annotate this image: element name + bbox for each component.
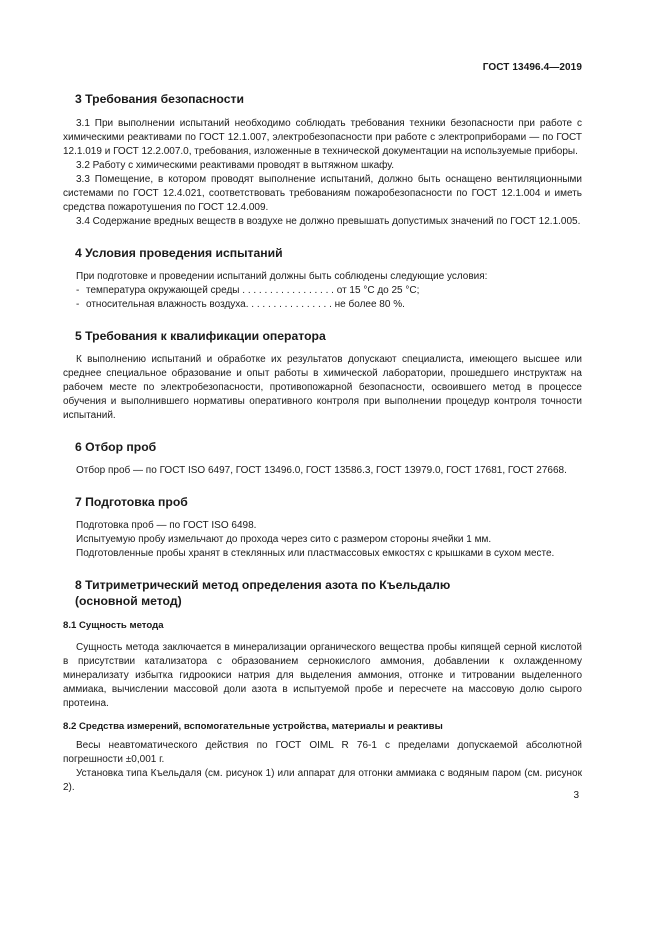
paragraph-7-1: Подготовка проб — по ГОСТ ISO 6498.	[76, 520, 257, 531]
section-8-title-cont: (основной метод)	[75, 594, 182, 608]
section-4-title: 4 Условия проведения испытаний	[75, 246, 283, 260]
paragraph-8-2-a: Весы неавтоматического действия по ГОСТ OIML R 76-1 с пределами допускаемой абсолютной погрешности ±0,001 г.	[63, 740, 582, 765]
paragraph-6-1: Отбор проб — по ГОСТ ISO 6497, ГОСТ 13496.0, ГОСТ 13586.3, ГОСТ 13979.0, ГОСТ 17681, ГОСТ 27668.	[76, 465, 567, 476]
section-7-title: 7 Подготовка проб	[75, 495, 188, 509]
document-header: ГОСТ 13496.4—2019	[482, 62, 582, 73]
section-8-title: 8 Титриметрический метод определения азота по Къельдалю	[75, 578, 451, 592]
document-body	[63, 84, 582, 795]
subsection-8-1-title: 8.1 Сущность метода	[63, 620, 164, 631]
paragraph-3-2: 3.2 Работу с химическими реактивами проводят в вытяжном шкафу.	[76, 160, 395, 171]
subsection-8-2-title: 8.2 Средства измерений, вспомогательные устройства, материалы и реактивы	[63, 721, 443, 732]
list-item: - температура окружающей среды . . . . . . . . . . . . . . . . . от 15 °С до 25 °С;	[76, 285, 420, 296]
paragraph-7-2: Испытуемую пробу измельчают до прохода через сито с размером стороны ячейки 1 мм.	[76, 534, 492, 545]
section-6-title: 6 Отбор проб	[75, 440, 157, 454]
list-item: - относительная влажность воздуха. . . . . . . . . . . . . . . . не более 80 %.	[76, 299, 405, 310]
paragraph-3-1: 3.1 При выполнении испытаний необходимо соблюдать требования техники безопасности при работе с химическими реактивами по ГОСТ 12.1.007, электробезопасности при работе с электроприборами — по ГОСТ 12.1.019 и ГОСТ 12.2.007.0, требования, изложенные в технической документации на используемые приборы.	[63, 118, 582, 157]
paragraph-4-intro: При подготовке и проведении испытаний должны быть соблюдены следующие условия:	[76, 271, 488, 282]
paragraph-8-1: Сущность метода заключается в минерализации органического вещества пробы кипящей серной кислотой в присутствии катализатора с образованием сернокислого аммония, добавлении к охлажденному минерализату избытка гидроокиси натрия для выделения аммония, отгонке и титровании выделенного аммиака, вычислении массовой доли азота в испытуемой пробе и пересчете на массовую долю сырого протеина.	[63, 642, 582, 709]
paragraph-5-1: К выполнению испытаний и обработке их результатов допускают специалиста, имеющего высшее или среднее специальное образование и опыт работы в химической лаборатории, прошедшего инструктаж на рабочем месте по электробезопасности, противопожарной безопасности, освоившего метод в процессе обучения и выполнившего нормативы оперативного контроля при выполнении процедур контроля точности испытаний.	[63, 354, 582, 421]
list-item-text: относительная влажность воздуха. . . . . . . . . . . . . . . . не более 80 %.	[86, 299, 405, 310]
page-number: 3	[573, 790, 579, 801]
paragraph-7-3: Подготовленные пробы хранят в стеклянных или пластмассовых емкостях с крышками в сухом месте.	[76, 548, 555, 559]
paragraph-8-2-b: Установка типа Къельдаля (см. рисунок 1) или аппарат для отгонки аммиака с водяным паром (см. рисунок 2).	[63, 768, 582, 793]
paragraph-3-4: 3.4 Содержание вредных веществ в воздухе не должно превышать допустимых значений по ГОСТ 12.1.005.	[76, 216, 581, 227]
section-3-title: 3 Требования безопасности	[75, 92, 244, 106]
paragraph-3-3: 3.3 Помещение, в котором проводят выполнение испытаний, должно быть оснащено вентиляционными системами по ГОСТ 12.4.021, соответствовать требованиям пожаробезопасности по ГОСТ 12.1.004 и иметь средства пожаротушения по ГОСТ 12.4.009.	[63, 174, 582, 213]
list-item-text: температура окружающей среды . . . . . . . . . . . . . . . . . от 15 °С до 25 °С;	[86, 285, 420, 296]
section-5-title: 5 Требования к квалификации оператора	[75, 329, 326, 343]
